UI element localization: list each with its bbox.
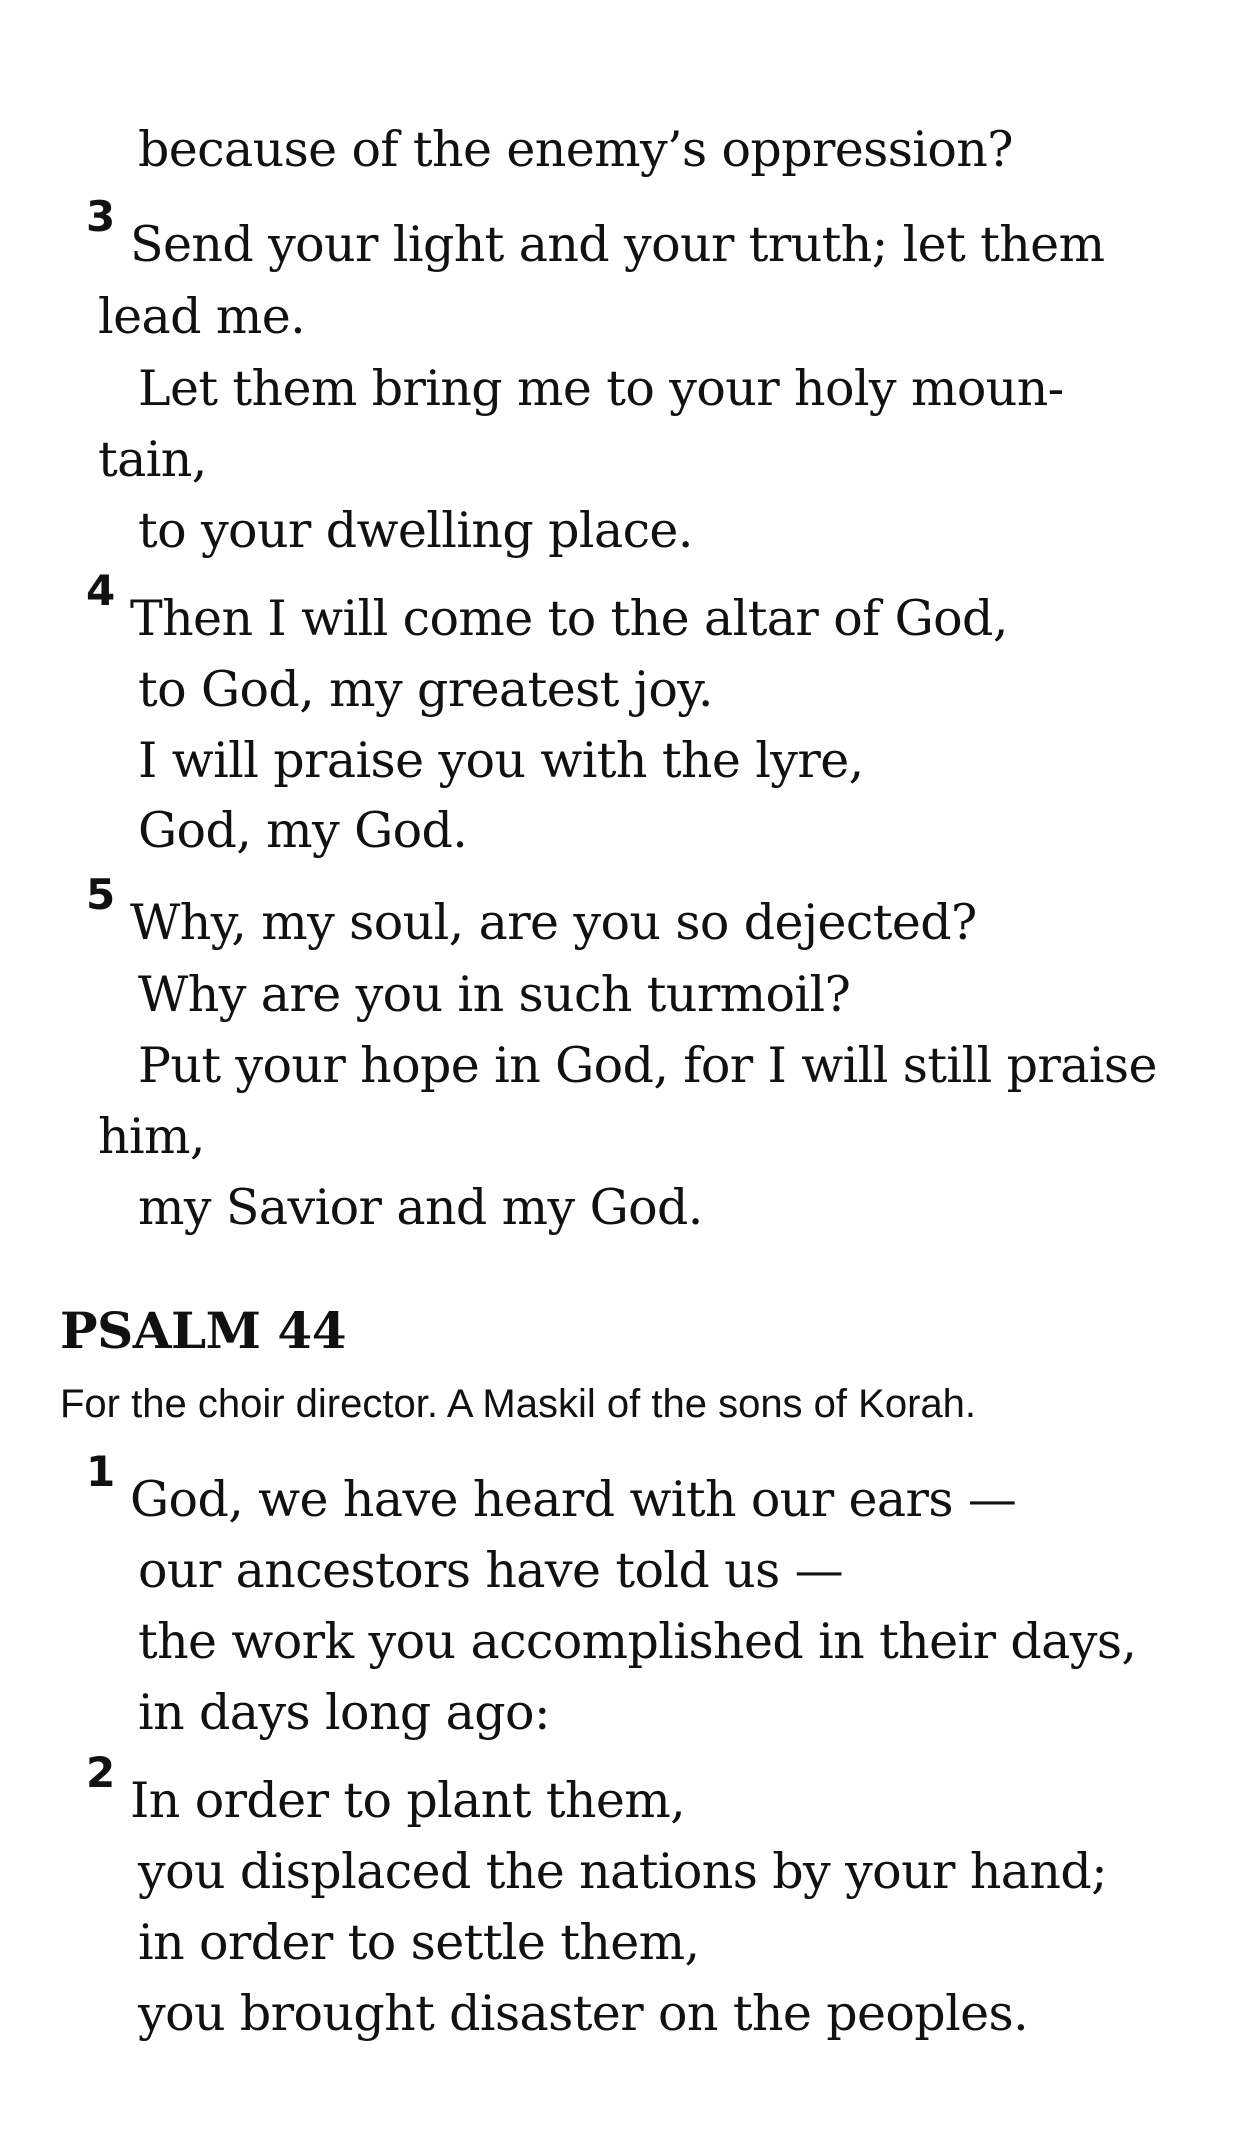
- verse-number-5: 5: [86, 870, 116, 919]
- verse-number-4: 4: [86, 566, 116, 615]
- verse-line: my Savior and my God.: [138, 1179, 703, 1236]
- psalm-superscription: For the choir director. A Maskil of the sons of Korah.: [60, 1382, 976, 1426]
- verse-number-3: 3: [86, 192, 116, 241]
- psalm-heading: PSALM 44: [60, 1301, 346, 1360]
- verse-number-2: 2: [86, 1748, 116, 1797]
- verse-line: Why, my soul, are you so dejected?: [130, 894, 977, 951]
- verse-line: in days long ago:: [138, 1684, 550, 1741]
- verse-line: God, my God.: [138, 802, 468, 859]
- verse-line: you displaced the nations by your hand;: [138, 1843, 1108, 1900]
- verse-line: Put your hope in God, for I will still praise: [138, 1037, 1157, 1094]
- verse-line: Then I will come to the altar of God,: [130, 590, 1008, 647]
- verse-line: Send your light and your truth; let them: [130, 216, 1105, 273]
- verse-number-1: 1: [86, 1447, 116, 1496]
- verse-line: to your dwelling place.: [138, 502, 693, 559]
- verse-line: in order to settle them,: [138, 1914, 700, 1971]
- verse-line: Let them bring me to your holy moun-: [138, 360, 1064, 417]
- verse-line-continuation: tain,: [98, 431, 207, 488]
- verse-line: God, we have heard with our ears —: [130, 1471, 1017, 1528]
- verse-line: In order to plant them,: [130, 1772, 686, 1829]
- verse-line-continuation: lead me.: [98, 288, 306, 345]
- verse-line: our ancestors have told us —: [138, 1542, 844, 1599]
- verse-line: you brought disaster on the peoples.: [138, 1985, 1029, 2042]
- verse-line-continuation: him,: [98, 1108, 205, 1165]
- verse-line: to God, my greatest joy.: [138, 661, 713, 718]
- verse-line: because of the enemy’s oppression?: [138, 121, 1013, 178]
- verse-line: Why are you in such turmoil?: [138, 966, 851, 1023]
- verse-line: I will praise you with the lyre,: [138, 732, 864, 789]
- verse-line: the work you accomplished in their days,: [138, 1613, 1137, 1670]
